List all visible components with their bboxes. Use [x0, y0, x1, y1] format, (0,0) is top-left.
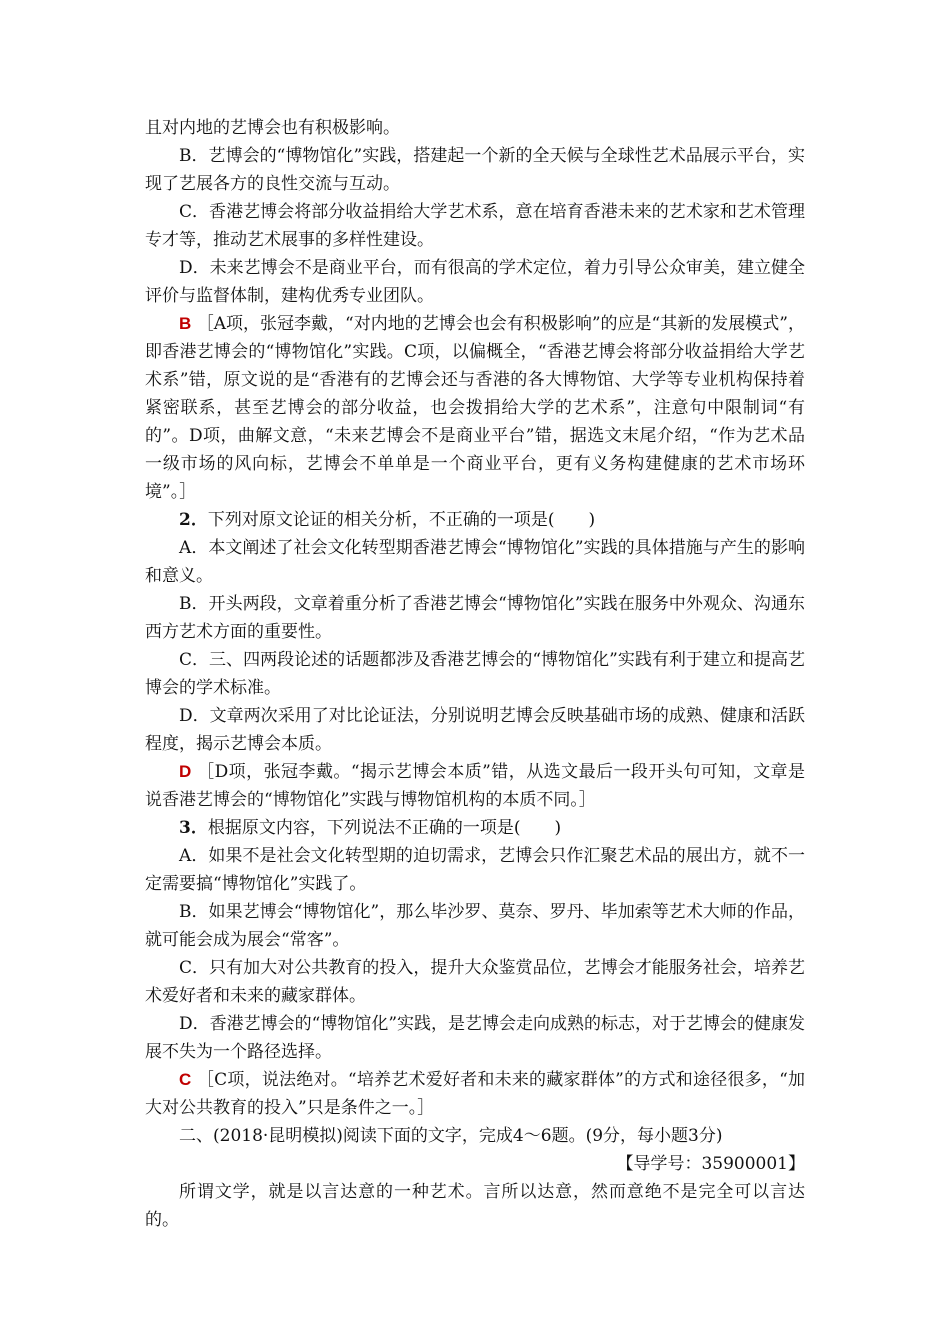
option-3b: B．如果艺博会“博物馆化”，那么毕沙罗、莫奈、罗丹、毕加索等艺术大师的作品，就可能会成为展会“常客”。	[145, 902, 805, 950]
passage-paragraph: 所谓文学，就是以言达意的一种艺术。言所以达意，然而意绝不是完全可以言达的。	[145, 1182, 805, 1230]
question-3	[145, 814, 805, 842]
option-1c: C．香港艺博会将部分收益捐给大学艺术系，意在培育香港未来的艺术家和艺术管理专才等，推动艺术展事的多样性建设。	[145, 202, 805, 250]
answer-1	[145, 310, 805, 506]
answer-2	[145, 758, 805, 814]
option-3a: A．如果不是社会文化转型期的迫切需求，艺博会只作汇聚艺术品的展出方，就不一定需要搞“博物馆化”实践了。	[145, 846, 805, 894]
text-line: 且对内地的艺博会也有积极影响。	[145, 118, 400, 138]
answer-2-letter: D	[179, 762, 192, 781]
answer-3-letter: C	[179, 1070, 192, 1089]
option-2b: B．开头两段，文章着重分析了香港艺博会“博物馆化”实践在服务中外观众、沟通东西方艺术方面的重要性。	[145, 594, 805, 642]
option-1b: B．艺博会的“博物馆化”实践，搭建起一个新的全天候与全球性艺术品展示平台，实现了艺展各方的良性交流与互动。	[145, 146, 805, 194]
question-2-number: 2．	[179, 510, 208, 530]
option-3c: C．只有加大对公共教育的投入，提升大众鉴赏品位，艺博会才能服务社会，培养艺术爱好者和未来的藏家群体。	[145, 958, 805, 1006]
guide-number: 【导学号：35900001】	[616, 1154, 805, 1174]
answer-3	[145, 1066, 805, 1122]
option-2d: D．文章两次采用了对比论证法，分别说明艺博会反映基础市场的成熟、健康和活跃程度，揭示艺博会本质。	[145, 706, 805, 754]
option-3d: D．香港艺博会的“博物馆化”实践，是艺博会走向成熟的标志，对于艺博会的健康发展不失为一个路径选择。	[145, 1014, 806, 1062]
question-3-number: 3．	[179, 818, 208, 838]
option-2c: C．三、四两段论述的话题都涉及香港艺博会的“博物馆化”实践有利于建立和提高艺博会的学术标准。	[145, 650, 805, 698]
section-2-heading: 二、(2018·昆明模拟)阅读下面的文字，完成4～6题。(9分，每小题3分)	[179, 1126, 723, 1146]
option-1d: D．未来艺博会不是商业平台，而有很高的学术定位，着力引导公众审美，建立健全评价与监督体制，建构优秀专业团队。	[145, 258, 805, 306]
answer-2-explanation: ［D项，张冠李戴。“揭示艺博会本质”错，从选文最后一段开头句可知，文章是说香港艺博会的“博物馆化”实践与博物馆机构的本质不同。］	[145, 762, 805, 810]
question-2	[145, 506, 805, 534]
question-2-stem: 下列对原文论证的相关分析，不正确的一项是( )	[207, 510, 596, 530]
answer-1-letter: B	[179, 314, 192, 333]
answer-1-explanation: ［A项，张冠李戴，“对内地的艺博会也会有积极影响”的应是“其新的发展模式”，即香港艺博会的“博物馆化”实践。C项，以偏概全，“香港艺博会将部分收益捐给大学艺术系”错，原文说的是“香港有的艺博会还与香港的各大博物馆、大学等专业机构保持着紧密联系，甚至艺博会的部分收益，也会拨捐给大学的艺术系”，注意句中限制词“有的”。D项，曲解文意，“未来艺博会不是商业平台”错，据选文末尾介绍，“作为艺术品一级市场的风向标，艺博会不单单是一个商业平台，更有义务构建健康的艺术市场环境”。］	[145, 314, 806, 502]
answer-3-explanation: ［C项，说法绝对。“培养艺术爱好者和未来的藏家群体”的方式和途径很多，“加大对公共教育的投入”只是条件之一。］	[145, 1070, 805, 1118]
question-3-stem: 根据原文内容，下列说法不正确的一项是( )	[207, 818, 562, 838]
document-page	[145, 114, 805, 1234]
option-2a: A．本文阐述了社会文化转型期香港艺博会“博物馆化”实践的具体措施与产生的影响和意义。	[145, 538, 805, 586]
